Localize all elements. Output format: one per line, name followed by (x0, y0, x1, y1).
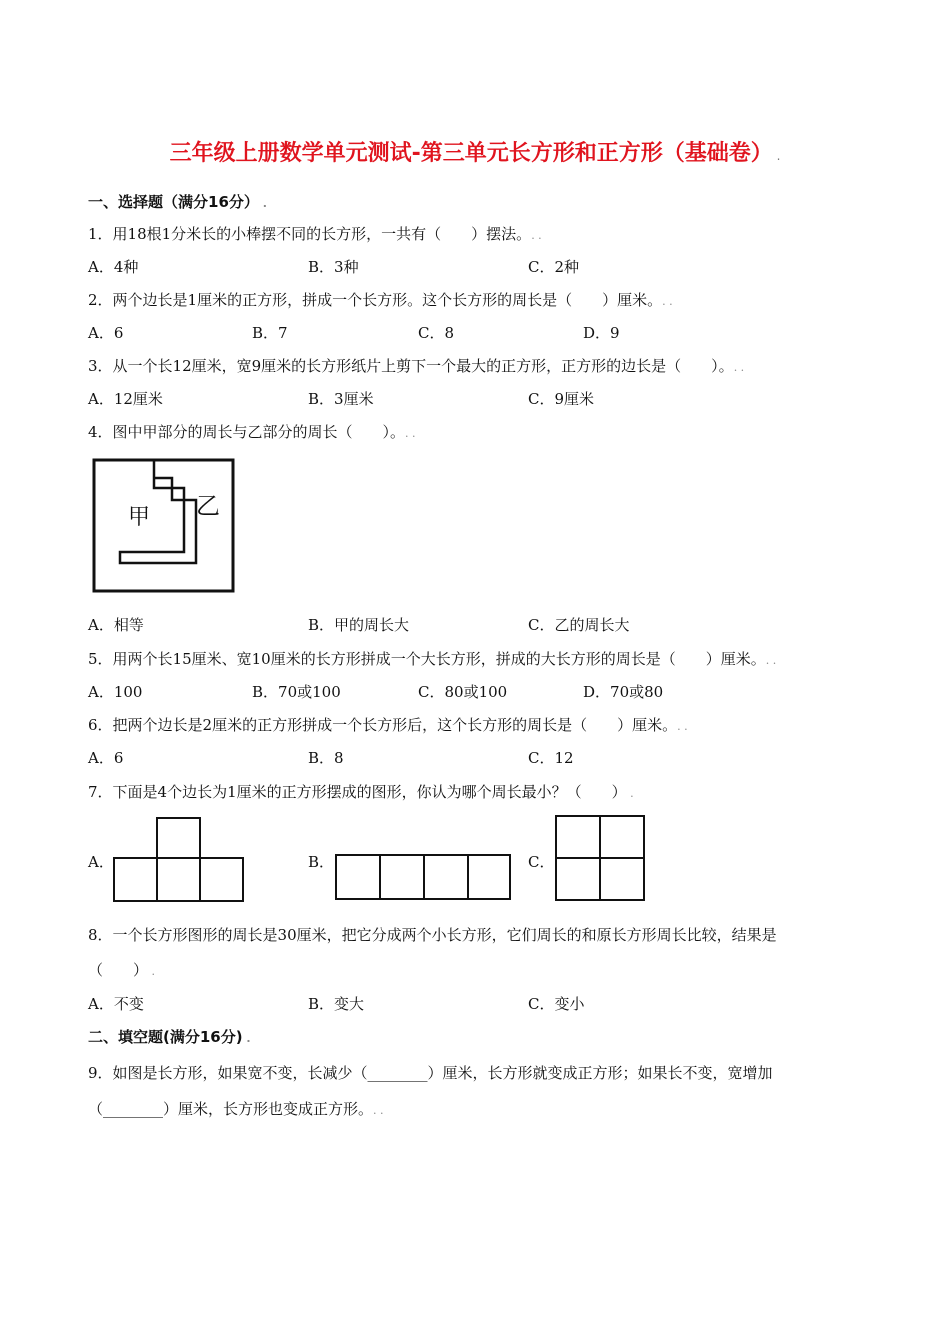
q2-option-c: C．8 (418, 324, 455, 342)
q7b-square-2 (380, 855, 424, 899)
edit-mark: . . (733, 361, 745, 374)
q4-figure (92, 458, 242, 598)
q7a-square-3 (200, 858, 243, 901)
question-6-stem (88, 715, 688, 737)
q1-option-b: B．3种 (308, 258, 359, 276)
q1-option-c: C．2种 (528, 258, 580, 276)
question-7-text: 7．下面是4个边长为1厘米的正方形摆成的图形，你认为哪个周长最小？（ ） (88, 783, 627, 801)
question-2-text: 2．两个边长是1厘米的正方形，拼成一个长方形。这个长方形的周长是（ ）厘米。 (88, 291, 663, 309)
q7a-square-4 (157, 818, 200, 858)
question-8-text-2: （ ） (88, 961, 149, 979)
q3-option-b: B．3厘米 (308, 390, 374, 408)
section-2-text: 二、填空题(满分16分) (88, 1028, 243, 1046)
question-9-stem-line1: 9．如图是长方形，如果宽不变，长减少（________）厘米，长方形就变成正方形；如果长不变，宽增加 (88, 1064, 773, 1082)
q2-option-a: A．6 (88, 324, 124, 342)
q4-label-yi: 乙 (196, 492, 220, 520)
q4-option-c: C．乙的周长大 (528, 616, 630, 634)
question-8-stem-line1: 8．一个长方形图形的周长是30厘米，把它分成两个小长方形，它们周长的和原长方形周长比较，结果是 (88, 926, 777, 944)
q8-option-a: A．不变 (88, 995, 144, 1013)
q7b-square-3 (424, 855, 468, 899)
question-4-stem (88, 422, 416, 444)
question-5-text: 5．用两个长15厘米、宽10厘米的长方形拼成一个大长方形，拼成的大长方形的周长是（ ）厘米。 (88, 650, 766, 668)
q7c-square-2 (600, 816, 644, 858)
q5-option-d: D．70或80 (583, 683, 664, 701)
page-title (0, 140, 950, 170)
title-text: 三年级上册数学单元测试-第三单元长方形和正方形（基础卷） (169, 141, 773, 166)
q2-option-d: D．9 (583, 324, 620, 342)
q2-option-b: B．7 (252, 324, 288, 342)
question-3-stem (88, 356, 744, 378)
section-1-text: 一、选择题（满分16分） (88, 193, 259, 211)
q5-option-c: C．80或100 (418, 683, 508, 701)
q7a-square-1 (114, 858, 157, 901)
q4-option-b: B．甲的周长大 (308, 616, 410, 634)
edit-mark: . (258, 197, 267, 210)
q7c-square-4 (600, 858, 644, 900)
q7-figure-a (112, 816, 252, 906)
edit-mark: . . (531, 229, 542, 242)
edit-mark: . . (662, 295, 673, 308)
q3-option-c: C．9厘米 (528, 390, 595, 408)
question-9-stem-line2 (88, 1099, 384, 1121)
edit-mark: . (626, 787, 634, 800)
q1-option-a: A．4种 (88, 258, 139, 276)
edit-mark: . (772, 149, 781, 163)
section-2-heading (88, 1027, 251, 1049)
q4-outer-square (94, 460, 233, 591)
q7-option-c: C． (528, 853, 555, 871)
edit-mark: . . (765, 654, 777, 667)
q7-figure-b (334, 853, 514, 903)
q7c-square-3 (556, 858, 600, 900)
q6-option-a: A．6 (88, 749, 124, 767)
question-2-stem (88, 290, 673, 312)
q6-option-b: B．8 (308, 749, 344, 767)
question-1-text: 1．用18根1分米长的小棒摆不同的长方形，一共有（ ）摆法。 (88, 225, 532, 243)
section-1-heading (88, 192, 267, 214)
q4-option-a: A．相等 (88, 616, 144, 634)
question-1-stem (88, 224, 542, 246)
question-8-stem-line2 (88, 960, 155, 982)
q8-option-b: B．变大 (308, 995, 365, 1013)
question-6-text: 6．把两个边长是2厘米的正方形拼成一个长方形后，这个长方形的周长是（ ）厘米。 (88, 716, 678, 734)
q3-option-a: A．12厘米 (88, 390, 163, 408)
question-7-stem (88, 782, 634, 804)
edit-mark: . (148, 965, 156, 978)
question-5-stem (88, 649, 776, 671)
edit-mark: . . (677, 720, 688, 733)
edit-mark: . (242, 1032, 251, 1045)
q4-label-jia: 甲 (128, 505, 151, 530)
q7b-square-4 (468, 855, 510, 899)
edit-mark: . . (405, 427, 416, 440)
q8-option-c: C．变小 (528, 995, 585, 1013)
question-9-text-2: （________）厘米，长方形也变成正方形。 (88, 1100, 374, 1118)
q7-figure-c (554, 814, 649, 904)
q7a-square-2 (157, 858, 200, 901)
q7b-square-1 (336, 855, 380, 899)
question-3-text: 3．从一个长12厘米，宽9厘米的长方形纸片上剪下一个最大的正方形，正方形的边长是（ ）。 (88, 357, 734, 375)
edit-mark: . . (373, 1104, 384, 1117)
q5-option-b: B．70或100 (252, 683, 341, 701)
q5-option-a: A．100 (88, 683, 143, 701)
q7-option-a: A． (88, 853, 114, 871)
q7c-square-1 (556, 816, 600, 858)
question-4-text: 4．图中甲部分的周长与乙部分的周长（ ）。 (88, 423, 406, 441)
q7-option-b: B． (308, 853, 335, 871)
q6-option-c: C．12 (528, 749, 574, 767)
